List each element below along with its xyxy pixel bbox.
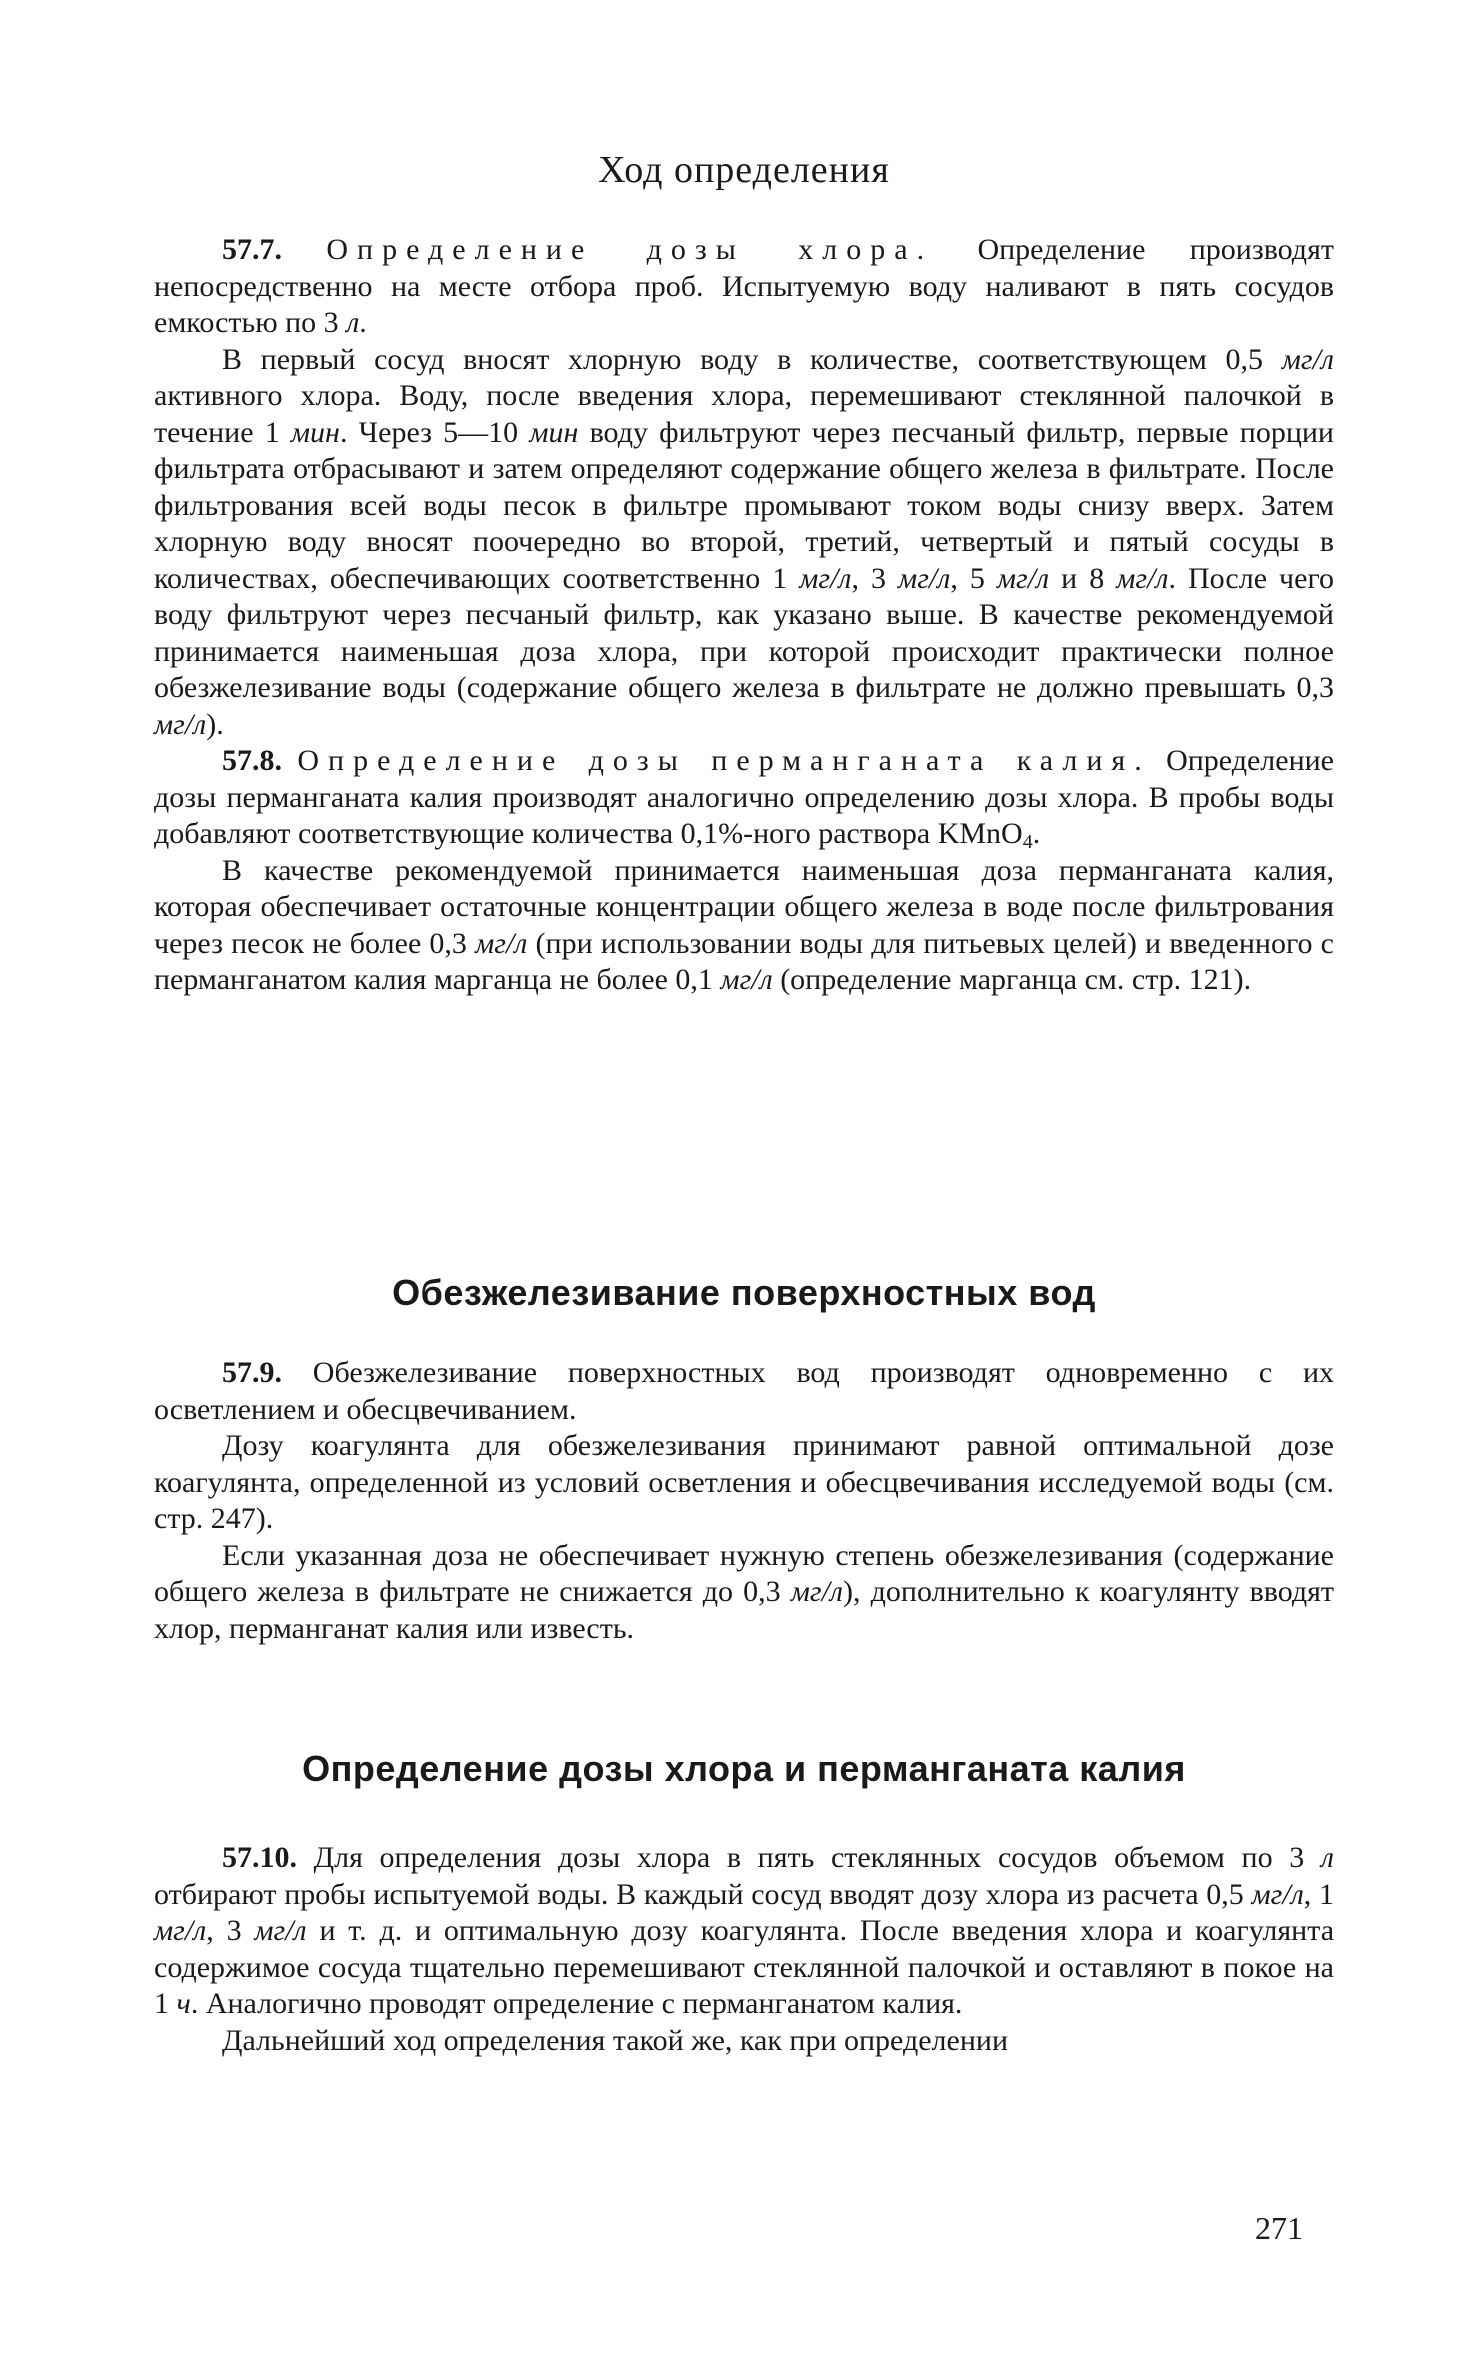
paragraph-text: Определение дозы перманганата калия производят аналогично определению дозы хлора. В пробы воды добавляют соответствующие количества 0,1%-ного раствора KMnO <box>154 744 1335 850</box>
section-heading-surface-water <box>154 1272 1334 1314</box>
paragraph-57-8 <box>154 743 1334 853</box>
paragraph-text: (при использовании воды для питьевых целей) и введенного с перманганатом калия марганца не более 0,1 <box>154 926 1334 996</box>
unit-text: мг/л <box>154 707 207 741</box>
unit-text: мин <box>290 415 340 449</box>
unit-text: мг/л <box>1116 561 1169 595</box>
subscript-text: 4 <box>1022 831 1033 853</box>
paragraph-text: (определение марганца см. стр. 121). <box>772 963 1252 996</box>
paragraph-title: Определение дозы хлора. <box>326 233 934 266</box>
page-number: 271 <box>1255 2210 1303 2246</box>
paragraph-text: активного хлора. Воду, после введения хлора, перемешивают стеклянной палочкой в течение 1 <box>154 379 1334 449</box>
paragraph-text: отбирают пробы испытуемой воды. В каждый сосуд вводят дозу хлора из расчета 0,5 <box>154 1877 1252 1911</box>
unit-text: мг/л <box>1251 1877 1304 1911</box>
unit-text: мг/л <box>1281 342 1334 376</box>
unit-text: мг/л <box>996 561 1050 595</box>
paragraph-permanganate-dose <box>154 853 1334 999</box>
paragraph-text: . После чего воду фильтруют через песчаный фильтр, как указано выше. В качестве рекомендуемой принимается наименьшая доза хлора, при которой происходит практически полное обезжелезивание воды (содержание общего железа в фильтрате не должно превышать 0,3 <box>154 561 1335 704</box>
paragraph-57-7 <box>154 232 1334 342</box>
paragraph-text: ). <box>206 707 224 741</box>
section-surface-water-body <box>154 1355 1334 1647</box>
paragraph-text: , 3 <box>206 1914 255 1947</box>
paragraph-text: , 5 <box>950 561 997 595</box>
unit-text: мг/л <box>799 561 852 595</box>
paragraph-57-9 <box>154 1355 1334 1428</box>
unit-text: мг/л <box>254 1914 307 1947</box>
paragraph-text: . Аналогично проводят определение с перманганатом калия. <box>190 1987 963 2020</box>
paragraph-text: Для определения дозы хлора в пять стеклянных сосудов объемом по 3 <box>297 1841 1321 1874</box>
paragraph-coagulant-dose: Дозу коагулянта для обезжелезивания принимают равной оптимальной дозе коагулянта, определенной из условий осветления и обесцвечивания исследуемой воды (см. стр. 247). <box>154 1429 1334 1535</box>
unit-text: ч <box>176 1987 191 2020</box>
section-chlorine-permanganate-body <box>154 1840 1334 2059</box>
paragraph-text: , 1 <box>1303 1877 1335 1911</box>
paragraph-text: Если указанная доза не обеспечивает нужную степень обезжелезивания (содержание общего железа в фильтрате не снижается до 0,3 <box>154 1538 1334 1608</box>
unit-text: л <box>346 306 360 339</box>
paragraph-text: . <box>1032 817 1041 850</box>
unit-text: мг/л <box>898 561 951 595</box>
section-heading-chlorine-permanganate <box>154 1748 1334 1790</box>
paragraph-text: воду фильтруют через песчаный фильтр, первые порции фильтрата отбрасывают и затем определяют содержание общего железа в фильтрате. После фильтрования всей воды песок в фильтре промывают током воды снизу вверх. Затем хлорную воду вносят поочередно во второй, третий, четвертый и пятый сосуды в количествах, обеспечивающих соответственно 1 <box>154 415 1334 595</box>
heading-text: Ход определения <box>598 149 890 191</box>
unit-text: л <box>1320 1841 1334 1874</box>
paragraph-text: Обезжелезивание поверхностных вод производят одновременно с их осветлением и обесцвечиванием. <box>154 1356 1334 1426</box>
section-procedure-body <box>154 232 1334 999</box>
section-heading-procedure <box>154 148 1334 192</box>
paragraph-additional-reagents <box>154 1538 1334 1648</box>
paragraph-number: 57.8. <box>222 744 282 777</box>
paragraph-text: , 3 <box>851 561 899 595</box>
paragraph-text: . <box>359 306 367 339</box>
unit-text: мг/л <box>790 1575 844 1608</box>
paragraph-text: и т. д. и оптимальную дозу коагулянта. После введения хлора и коагулянта содержимое сосуда тщательно перемешивают стеклянной палочкой и оставляют в покое на 1 <box>154 1914 1335 2020</box>
unit-text: мг/л <box>154 1914 207 1947</box>
paragraph-57-10 <box>154 1840 1334 2023</box>
paragraph-number: 57.10. <box>222 1841 297 1874</box>
paragraph-text: В качестве рекомендуемой принимается наименьшая доза перманганата калия, которая обеспечивает остаточные концентрации общего железа в воде после фильтрования через песок не более 0,3 <box>154 853 1334 960</box>
paragraph-number: 57.7. <box>222 233 282 266</box>
paragraph-text: Определение производят непосредственно на месте отбора проб. Испытуемую воду наливают в пять сосудов емкостью по 3 <box>154 233 1334 339</box>
paragraph-title: Определение дозы перманганата калия. <box>297 744 1151 777</box>
unit-text: мин <box>529 415 579 449</box>
paragraph-text: . Через 5—10 <box>339 415 530 449</box>
heading-text: Определение дозы хлора и перманганата калия <box>302 1748 1186 1789</box>
paragraph-further-procedure: Дальнейший ход определения такой же, как при определении <box>222 2023 1009 2057</box>
paragraph-chlorine-method <box>154 342 1334 744</box>
paragraph-text: и 8 <box>1049 561 1117 595</box>
unit-text: мг/л <box>475 926 528 960</box>
unit-text: мг/л <box>720 963 773 996</box>
paragraph-text: ), дополнительно к коагулянту вводят хлор, перманганат калия или известь. <box>154 1575 1335 1645</box>
paragraph-text: В первый сосуд вносят хлорную воду в количестве, соответствующем 0,5 <box>222 342 1282 376</box>
paragraph-number: 57.9. <box>222 1356 282 1389</box>
heading-text: Обезжелезивание поверхностных вод <box>392 1272 1096 1313</box>
